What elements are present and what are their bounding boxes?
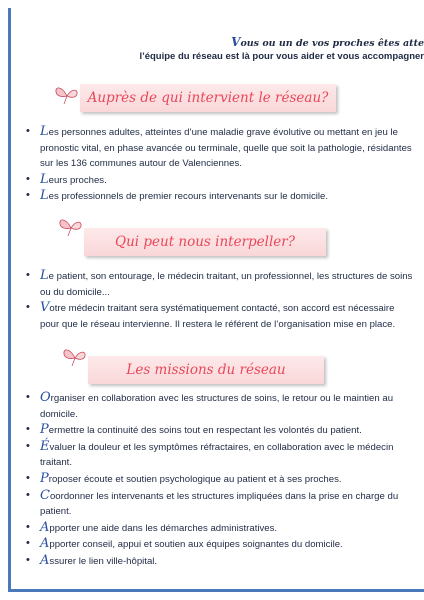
butterfly-icon bbox=[58, 216, 84, 238]
section-title-missions: Les missions du réseau bbox=[126, 362, 286, 378]
section-banner-contact bbox=[84, 228, 326, 256]
list-contact bbox=[26, 268, 416, 332]
list-item: • Proposer écoute et soutien psychologique au patient et à ses proches. bbox=[26, 471, 416, 488]
section-banner-intervention bbox=[80, 84, 336, 112]
page-frame-left bbox=[8, 8, 11, 592]
butterfly-icon bbox=[62, 346, 88, 368]
list-item: • Apporter une aide dans les démarches administratives. bbox=[26, 520, 416, 537]
list-item: • Le patient, son entourage, le médecin traitant, un professionnel, les structures de soins ou du domicile... bbox=[26, 268, 416, 300]
intro-line-1: ous ou un de vos proches êtes atte bbox=[240, 38, 424, 49]
intro-line-2: l’équipe du réseau est là pour vous aider et vous accompagner bbox=[139, 51, 424, 62]
intro-initial: V bbox=[231, 35, 241, 49]
section-banner-missions bbox=[88, 356, 324, 384]
list-item: • Leurs proches. bbox=[26, 172, 416, 189]
butterfly-icon bbox=[54, 84, 80, 106]
list-item: • Permettre la continuité des soins tout en respectant les volontés du patient. bbox=[26, 422, 416, 439]
list-item: • Organiser en collaboration avec les structures de soins, le retour ou le maintien au domicile. bbox=[26, 390, 416, 422]
list-item: • Coordonner les intervenants et les structures impliquées dans la prise en charge du patient. bbox=[26, 488, 416, 520]
list-intervention bbox=[26, 124, 416, 205]
list-item: • Assurer le lien ville-hôpital. bbox=[26, 553, 416, 570]
intro-text bbox=[139, 36, 424, 63]
list-item: • Votre médecin traitant sera systématiquement contacté, son accord est nécessaire pour que le réseau intervienne. Il restera le référent de l’organisation mise en place. bbox=[26, 300, 416, 332]
section-title-contact: Qui peut nous interpeller? bbox=[115, 234, 295, 250]
section-title-intervention: Auprès de qui intervient le réseau? bbox=[87, 90, 329, 106]
list-item: • Évaluer la douleur et les symptômes réfractaires, en collaboration avec le médecin traitant. bbox=[26, 439, 416, 471]
list-item: • Les personnes adultes, atteintes d’une maladie grave évolutive ou mettant en jeu le pronostic vital, en phase avancée ou terminale, quelle que soit la pathologie, résidantes sur les 136 communes autour de Valenciennes. bbox=[26, 124, 416, 172]
list-missions bbox=[26, 390, 416, 570]
page-frame-bottom bbox=[8, 589, 424, 592]
list-item: • Les professionnels de premier recours intervenants sur le domicile. bbox=[26, 188, 416, 205]
list-item: • Apporter conseil, appui et soutien aux équipes soignantes du domicile. bbox=[26, 536, 416, 553]
